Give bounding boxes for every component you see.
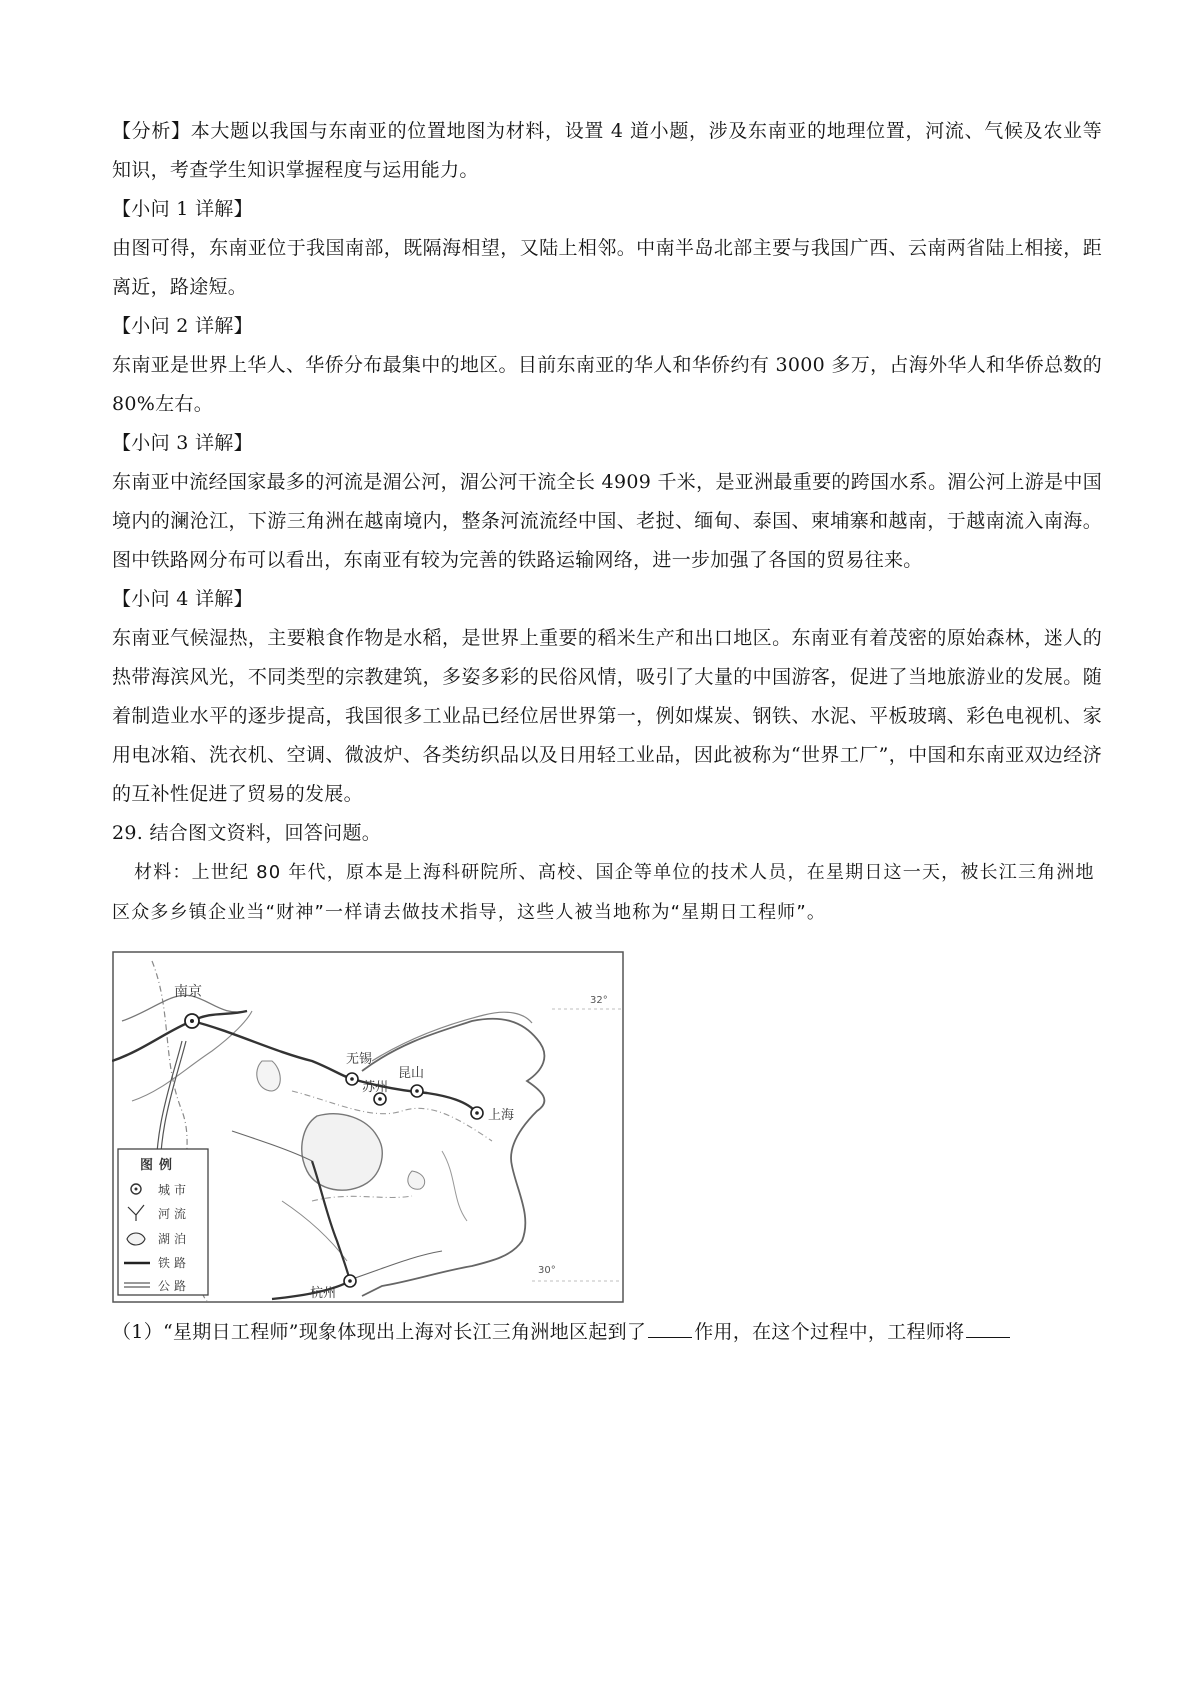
analysis-paragraph: 【分析】本大题以我国与东南亚的位置地图为材料，设置 4 道小题，涉及东南亚的地理位置，河流、气候及农业等知识，考查学生知识掌握程度与运用能力。 (112, 120, 1102, 181)
city-label-kunshan: 昆山 (398, 1066, 425, 1081)
part-4-text: 东南亚气候湿热，主要粮食作物是水稻，是世界上重要的稻米生产和出口地区。东南亚有着茂密的原始森林，迷人的热带海滨风光，不同类型的宗教建筑，多姿多彩的民俗风情，吸引了大量的中国游客，促进了当地旅游业的发展。随着制造业水平的逐步提高，我国很多工业品已经位居世界第一，例如煤炭、钢铁、水泥、平板玻璃、彩色电视机、家用电冰箱、洗衣机、空调、微波炉、各类纺织品以及日用轻工业品，因此被称为“世界工厂”，中国和东南亚双边经济的互补性促进了贸易的发展。 (112, 627, 1102, 805)
part-3-heading: 【小问 3 详解】 (112, 432, 253, 454)
question-29-sub1 (112, 1313, 1102, 1352)
page-content (112, 112, 1102, 1352)
yangtze-delta-map (112, 951, 624, 1303)
legend-railway-label: 铁路 (158, 1256, 191, 1270)
answer-blank-1[interactable] (648, 1336, 692, 1338)
legend-highway-label: 公路 (158, 1279, 191, 1293)
city-label-nanjing: 南京 (174, 984, 202, 1000)
map-graphic (112, 951, 624, 1303)
latitude-label-30: 30° (538, 1265, 556, 1276)
legend-city-label: 城市 (158, 1183, 191, 1197)
legend-lake-label: 湖泊 (158, 1232, 191, 1246)
part-2-text: 东南亚是世界上华人、华侨分布最集中的地区。目前东南亚的华人和华侨约有 3000 多万，占海外华人和华侨总数的 80%左右。 (112, 354, 1102, 415)
map-legend (118, 1149, 208, 1295)
part-1-text: 由图可得，东南亚位于我国南部，既隔海相望，又陆上相邻。中南半岛北部主要与我国广西、云南两省陆上相接，距离近，路途短。 (112, 237, 1102, 298)
city-label-wuxi: 无锡 (346, 1052, 373, 1067)
question-29-material: 材料：上世纪 80 年代，原本是上海科研院所、高校、国企等单位的技术人员，在星期日这一天，被长江三角洲地区众多乡镇企业当“财神”一样请去做技术指导，这些人被当地称为“星期日工程师”。 (112, 862, 1095, 923)
part-4-heading: 【小问 4 详解】 (112, 588, 253, 610)
city-label-shanghai: 上海 (488, 1108, 515, 1123)
question-29-title: 29. 结合图文资料，回答问题。 (112, 822, 382, 844)
legend-lake-icon (127, 1233, 145, 1245)
city-label-suzhou: 苏州 (362, 1080, 389, 1095)
sub1-text-a: （1）“星期日工程师”现象体现出上海对长江三角洲地区起到了 (112, 1321, 647, 1343)
part-1-heading: 【小问 1 详解】 (112, 198, 253, 220)
latitude-label-32: 32° (590, 995, 608, 1006)
legend-title: 图例 (140, 1158, 179, 1173)
part-3-text: 东南亚中流经国家最多的河流是湄公河，湄公河干流全长 4909 千米，是亚洲最重要的跨国水系。湄公河上游是中国境内的澜沧江，下游三角洲在越南境内，整条河流流经中国、老挝、缅甸、泰国、柬埔寨和越南，于越南流入南海。图中铁路网分布可以看出，东南亚有较为完善的铁路运输网络，进一步加强了各国的贸易往来。 (112, 471, 1102, 571)
part-2-heading: 【小问 2 详解】 (112, 315, 253, 337)
city-label-hangzhou: 杭州 (310, 1286, 337, 1301)
sub1-text-b: 作用，在这个过程中，工程师将 (694, 1321, 965, 1343)
legend-river-label: 河流 (158, 1207, 191, 1221)
answer-blank-2[interactable] (966, 1336, 1010, 1338)
